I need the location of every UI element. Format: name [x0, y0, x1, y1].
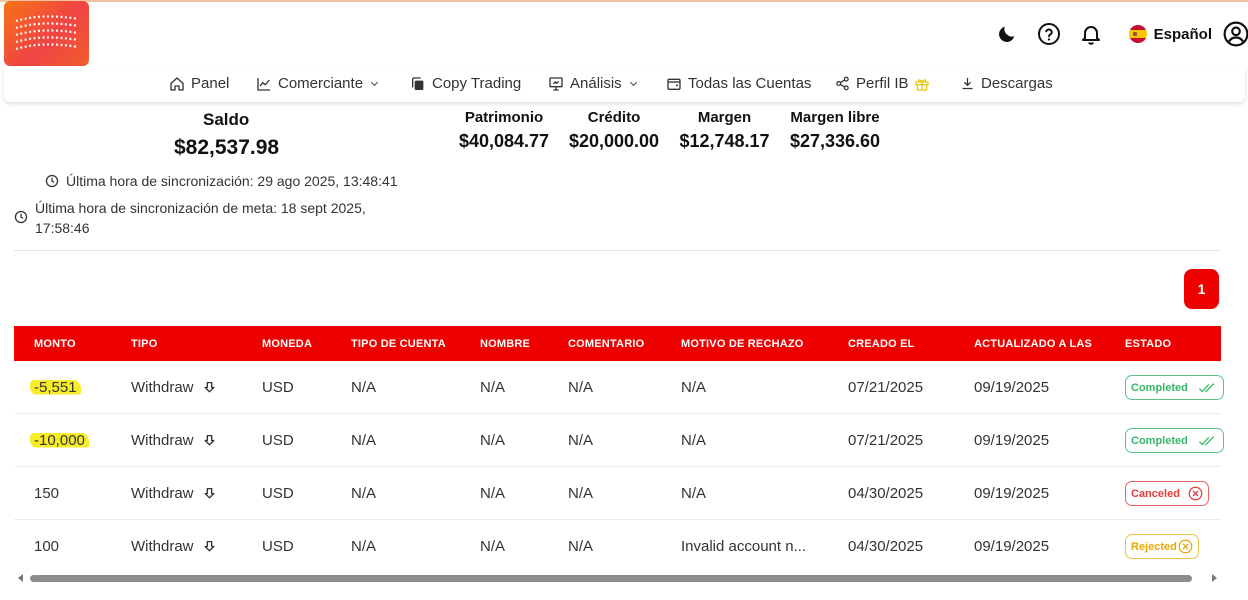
cell-comentario: N/A	[568, 485, 594, 502]
cell-monto: -5,551	[30, 379, 81, 396]
clock-icon	[45, 174, 59, 188]
cell-moneda: USD	[262, 538, 294, 555]
header-controls	[993, 20, 1248, 48]
cell-tipo-text: Withdraw	[131, 485, 194, 502]
clock-icon	[14, 210, 28, 224]
nav-item-comerciante[interactable]	[256, 75, 380, 92]
nav-label-descargas: Descargas	[981, 75, 1053, 92]
scroll-left-arrow-icon[interactable]	[16, 573, 26, 583]
header-nombre: NOMBRE	[480, 338, 531, 350]
double-check-icon	[1198, 435, 1218, 447]
cell-monto: -10,000	[30, 432, 89, 449]
nav-item-panel[interactable]	[169, 75, 229, 92]
cell-creado: 07/21/2025	[848, 379, 924, 396]
cell-monto: 100	[34, 538, 60, 555]
table-row[interactable]	[14, 520, 1221, 573]
header-creado-el: CREADO EL	[848, 338, 915, 350]
status-badge-canceled	[1125, 481, 1209, 506]
chart-line-icon	[256, 76, 272, 92]
x-circle-icon	[1178, 539, 1193, 554]
main-navigation	[4, 66, 1245, 102]
status-label: Rejected	[1131, 540, 1177, 553]
cell-creado: 07/21/2025	[848, 432, 924, 449]
download-icon	[960, 76, 975, 91]
language-label: Español	[1153, 25, 1212, 43]
withdraw-arrow-icon	[203, 381, 216, 394]
cell-moneda: USD	[262, 432, 294, 449]
x-circle-icon	[1188, 486, 1203, 501]
saldo-label: Saldo	[203, 110, 250, 129]
cell-tipo-text: Withdraw	[131, 538, 194, 555]
header-tipo-de-cuenta: TIPO DE CUENTA	[351, 338, 446, 350]
gift-icon	[914, 76, 930, 92]
withdraw-arrow-icon	[203, 540, 216, 553]
nav-label-comerciante: Comerciante	[278, 75, 364, 92]
chevron-down-icon	[628, 78, 639, 89]
nav-label-todas-las-cuentas: Todas las Cuentas	[688, 75, 812, 92]
cell-monto: 150	[34, 485, 60, 502]
stat-value: $12,748.17	[679, 131, 770, 151]
table-header	[14, 326, 1221, 361]
cell-comentario: N/A	[568, 538, 594, 555]
nav-label-perfil-ib: Perfil IB	[856, 75, 909, 92]
header-comentario: COMENTARIO	[568, 338, 645, 350]
stat-margen-libre	[786, 109, 884, 152]
sync-time	[45, 171, 398, 191]
section-divider	[14, 250, 1221, 251]
cell-motivo: N/A	[681, 379, 707, 396]
stat-value: $40,084.77	[458, 131, 550, 151]
cell-nombre: N/A	[480, 538, 506, 555]
status-badge-completed	[1125, 428, 1224, 453]
meta-sync-time	[14, 198, 366, 238]
cell-actualizado: 09/19/2025	[974, 538, 1050, 555]
header-estado: ESTADO	[1125, 338, 1172, 350]
cell-tipo-text: Withdraw	[131, 379, 194, 396]
wallet-icon	[666, 76, 682, 92]
nav-item-copy-trading[interactable]	[410, 75, 521, 92]
scroll-right-arrow-icon[interactable]	[1209, 573, 1219, 583]
double-check-icon	[1198, 382, 1218, 394]
stat-label: Margen libre	[790, 109, 880, 126]
table-row[interactable]	[14, 361, 1221, 414]
stat-margen	[678, 109, 771, 152]
nav-label-copy-trading: Copy Trading	[432, 75, 522, 92]
meta-sync-line-2: 17:58:46	[35, 220, 90, 236]
cell-actualizado: 09/19/2025	[974, 379, 1050, 396]
logo-waves-icon	[12, 11, 82, 55]
cell-nombre: N/A	[480, 379, 506, 396]
nav-label-panel: Panel	[191, 75, 230, 92]
cell-tipo-de-cuenta: N/A	[351, 485, 377, 502]
pagination-page-button[interactable]: 1	[1184, 269, 1219, 309]
stat-value: $20,000.00	[568, 131, 660, 151]
cell-comentario: N/A	[568, 379, 594, 396]
cell-motivo: N/A	[681, 485, 707, 502]
chevron-down-icon	[369, 78, 380, 89]
status-label: Completed	[1131, 381, 1188, 394]
transactions-table	[14, 326, 1221, 573]
cell-motivo: Invalid account n...	[681, 538, 807, 555]
cell-tipo-de-cuenta: N/A	[351, 432, 377, 449]
user-icon[interactable]	[1222, 20, 1248, 48]
cell-comentario: N/A	[568, 432, 594, 449]
status-badge-rejected	[1125, 534, 1199, 559]
cell-nombre: N/A	[480, 432, 506, 449]
stat-label: Margen	[697, 109, 752, 126]
cell-tipo-text: Withdraw	[131, 432, 194, 449]
copy-icon	[410, 76, 426, 92]
header-actualizado-a-las: ACTUALIZADO A LAS	[974, 338, 1093, 350]
cell-creado: 04/30/2025	[848, 485, 924, 502]
help-icon[interactable]	[1035, 20, 1063, 48]
stat-credito	[565, 109, 663, 152]
cell-moneda: USD	[262, 485, 294, 502]
scrollbar-thumb[interactable]	[30, 575, 1192, 582]
cell-tipo	[131, 379, 216, 396]
nav-item-perfil-ib[interactable]	[835, 75, 930, 92]
header-monto: MONTO	[34, 338, 76, 350]
cell-motivo: N/A	[681, 432, 707, 449]
header-tipo: TIPO	[131, 338, 158, 350]
nav-item-descargas[interactable]	[960, 75, 1053, 92]
cell-nombre: N/A	[480, 485, 506, 502]
brand-logo[interactable]	[4, 1, 89, 66]
stat-label: Crédito	[587, 109, 641, 126]
meta-sync-line-1: Última hora de sincronización de meta: 18 sept 2025,	[35, 200, 366, 216]
cell-actualizado: 09/19/2025	[974, 485, 1050, 502]
status-badge-completed	[1125, 375, 1224, 400]
stat-value: $27,336.60	[789, 131, 881, 151]
nav-item-todas-las-cuentas[interactable]	[666, 75, 811, 92]
spain-flag-icon	[1129, 25, 1147, 43]
cell-actualizado: 09/19/2025	[974, 432, 1050, 449]
moon-icon[interactable]	[993, 20, 1021, 48]
saldo-value: $82,537.98	[174, 136, 280, 159]
header-motivo-de-rechazo: MOTIVO DE RECHAZO	[681, 338, 804, 350]
cell-tipo	[131, 538, 216, 555]
status-label: Completed	[1131, 434, 1188, 447]
nav-label-analisis: Análisis	[570, 75, 622, 92]
withdraw-arrow-icon	[203, 487, 216, 500]
cell-tipo	[131, 485, 216, 502]
cell-tipo-de-cuenta: N/A	[351, 379, 377, 396]
header-moneda: MONEDA	[262, 338, 313, 350]
presentation-icon	[548, 76, 564, 92]
language-selector[interactable]	[1129, 25, 1212, 43]
share-icon	[835, 76, 850, 91]
top-accent-line	[0, 0, 1248, 2]
table-row[interactable]	[14, 467, 1221, 520]
home-icon	[169, 76, 185, 92]
withdraw-arrow-icon	[203, 434, 216, 447]
table-row[interactable]	[14, 414, 1221, 467]
status-label: Canceled	[1131, 487, 1180, 500]
stat-patrimonio	[455, 109, 553, 152]
cell-creado: 04/30/2025	[848, 538, 924, 555]
cell-moneda: USD	[262, 379, 294, 396]
nav-item-analisis[interactable]	[548, 75, 639, 92]
horizontal-scrollbar[interactable]	[14, 571, 1221, 585]
cell-tipo-de-cuenta: N/A	[351, 538, 377, 555]
cell-tipo	[131, 432, 216, 449]
stat-label: Patrimonio	[464, 109, 544, 126]
bell-icon[interactable]	[1077, 20, 1105, 48]
sync-time-text: Última hora de sincronización: 29 ago 2025, 13:48:41	[66, 173, 398, 189]
